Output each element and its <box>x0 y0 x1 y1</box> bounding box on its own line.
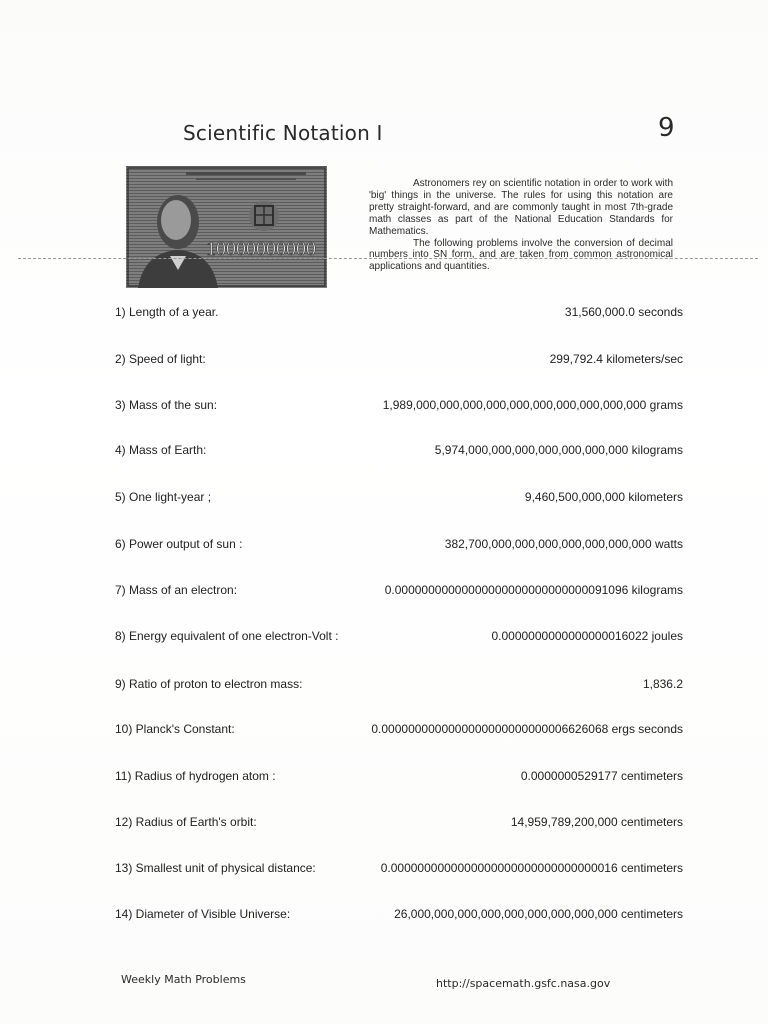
problem-label: 10) Planck's Constant: <box>115 722 235 736</box>
problem-label: 12) Radius of Earth's orbit: <box>115 815 257 829</box>
banknote-denomination: 10000000000 <box>206 238 316 260</box>
problem-value: 9,460,500,000,000 kilometers <box>524 490 683 504</box>
problem-label: 8) Energy equivalent of one electron-Volt : <box>115 629 339 643</box>
problem-label: 14) Diameter of Visible Universe: <box>115 907 291 921</box>
problem-label: 6) Power output of sun : <box>115 537 243 551</box>
problem-label: 1) Length of a year. <box>115 305 219 319</box>
problem-label: 5) One light-year ; <box>115 490 212 504</box>
problem-label: 3) Mass of the sun: <box>115 398 218 412</box>
problem-row <box>115 443 683 461</box>
problem-label: 7) Mass of an electron: <box>115 583 238 597</box>
problem-row <box>115 305 683 323</box>
problem-value: 0.0000000529177 centimeters <box>520 769 683 783</box>
problem-value: 0.0000000000000000016022 joules <box>491 629 683 643</box>
problem-label: 4) Mass of Earth: <box>115 443 207 457</box>
problem-value: 0.0000000000000000000000000000000016 centimeters <box>380 861 683 875</box>
problem-row <box>115 722 683 740</box>
intro-paragraph-1: Astronomers rey on scientific notation in order to work with 'big' things in the universe. The rules for using this notation are pretty straight-forward, and are commonly taught in most 7th-grade math classes as part of the National Education Standards for Mathematics. <box>369 178 673 237</box>
banknote-image <box>126 166 327 288</box>
problem-value: 299,792.4 kilometers/sec <box>549 352 683 366</box>
problem-value: 0.00000000000000000000000000000091096 kilograms <box>384 583 683 597</box>
problem-value: 14,959,789,200,000 centimeters <box>510 815 683 829</box>
problem-value: 5,974,000,000,000,000,000,000,000 kilograms <box>434 443 683 457</box>
problem-value: 0.0000000000000000000000000006626068 ergs seconds <box>371 722 683 736</box>
problem-row <box>115 490 683 508</box>
problem-row <box>115 769 683 787</box>
problem-row <box>115 398 683 416</box>
footer-series-name: Weekly Math Problems <box>121 973 246 986</box>
footer-url: http://spacemath.gsfc.nasa.gov <box>436 977 611 990</box>
problem-row <box>115 815 683 833</box>
problem-value: 382,700,000,000,000,000,000,000,000 watts <box>444 537 683 551</box>
problem-label: 11) Radius of hydrogen atom : <box>115 769 276 783</box>
problem-row <box>115 583 683 601</box>
problem-value: 31,560,000.0 seconds <box>564 305 683 319</box>
intro-paragraph-2: The following problems involve the conversion of decimal numbers into SN form, and are taken from common astronomical applications and quantities. <box>369 237 673 273</box>
problem-label: 2) Speed of light: <box>115 352 206 366</box>
scan-artifact-line <box>18 258 758 259</box>
problem-value: 1,989,000,000,000,000,000,000,000,000,000,000 grams <box>382 398 683 412</box>
problem-row <box>115 907 683 925</box>
problem-value: 26,000,000,000,000,000,000,000,000,000 centimeters <box>394 907 683 921</box>
problem-label: 9) Ratio of proton to electron mass: <box>115 677 303 691</box>
problem-label: 13) Smallest unit of physical distance: <box>115 861 316 875</box>
problem-row <box>115 352 683 370</box>
problem-value: 1,836.2 <box>642 677 683 691</box>
page-title: Scientific Notation I <box>183 121 383 145</box>
problem-row <box>115 677 683 695</box>
problem-row <box>115 629 683 647</box>
page-number: 9 <box>658 113 675 143</box>
problem-row <box>115 861 683 879</box>
problem-row <box>115 537 683 555</box>
